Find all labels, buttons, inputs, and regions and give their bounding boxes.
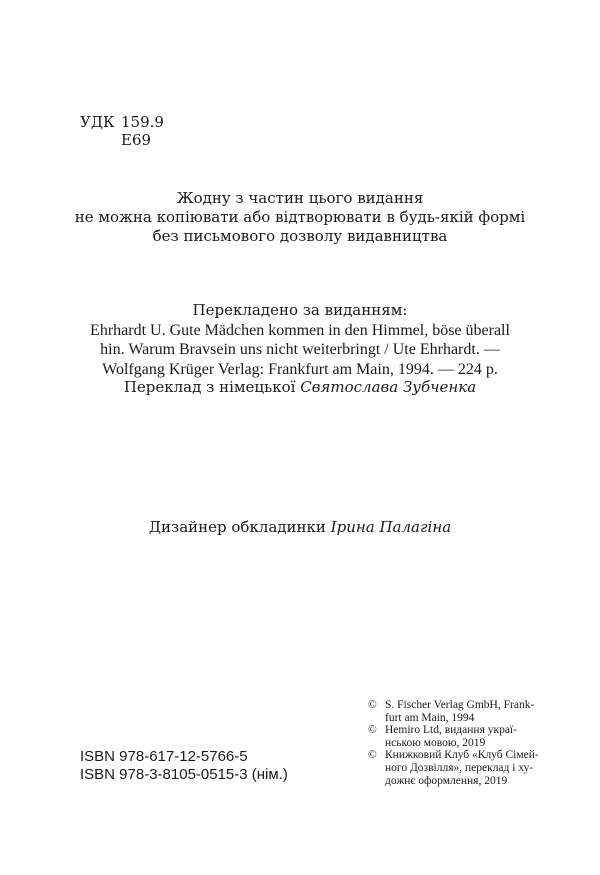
notice-line: без письмового дозволу видавництва	[152, 227, 448, 245]
copyright-line: S. Fischer Verlag GmbH, Frank-	[385, 699, 535, 711]
copyright-line: furt am Main, 1994	[385, 711, 475, 724]
source-line: Wolfgang Krüger Verlag: Frankfurt am Main, 1994. — 224 p.	[102, 360, 498, 378]
isbn-block	[80, 748, 288, 784]
copyright-symbol: ©	[368, 699, 377, 711]
translator-name: Святослава Зубченка	[300, 378, 477, 396]
copyright-line: Hemiro Ltd, видання украї-	[385, 724, 517, 737]
copyright-line: ного Дозвілля», переклад і ху-	[385, 761, 534, 774]
cover-designer-credit	[0, 518, 600, 536]
copyright-line: дожнє оформлення, 2019	[385, 774, 508, 787]
designer-name: Ірина Палагіна	[330, 518, 452, 536]
copyright-item	[368, 724, 568, 749]
isbn-line: ISBN 978-3-8105-0515-3 (нім.)	[80, 766, 288, 783]
copyright-symbol: ©	[368, 749, 377, 762]
copyright-item	[368, 749, 568, 787]
udk-code: 159.9	[121, 113, 164, 131]
source-heading: Перекладено за виданням:	[192, 301, 408, 319]
bbk-code: Е69	[121, 131, 152, 149]
isbn-line: ISBN 978-617-12-5766-5	[80, 748, 248, 765]
translator-credit	[0, 378, 600, 396]
copy-restriction-notice	[0, 189, 600, 246]
source-line: hin. Warum Bravsein uns nicht weiterbringt / Ute Ehrhardt. —	[100, 341, 500, 358]
copyright-line: нською мовою, 2019	[385, 736, 486, 749]
designer-prefix: Дизайнер обкладинки	[148, 518, 331, 536]
source-line: Ehrhardt U. Gute Mädchen kommen in den Himmel, böse überall	[90, 321, 510, 339]
translator-prefix: Переклад з німецької	[123, 378, 301, 396]
original-edition-info	[0, 301, 600, 379]
copyright-symbol: ©	[368, 724, 377, 737]
copyright-block	[368, 699, 568, 787]
copyright-line: Книжковий Клуб «Клуб Сімей-	[385, 749, 539, 762]
notice-line: Жодну з частин цього видання	[176, 189, 424, 207]
notice-line: не можна копіювати або відтворювати в будь-якій формі	[74, 208, 526, 226]
copyright-item	[368, 699, 568, 724]
udk-label: УДК	[80, 113, 115, 131]
